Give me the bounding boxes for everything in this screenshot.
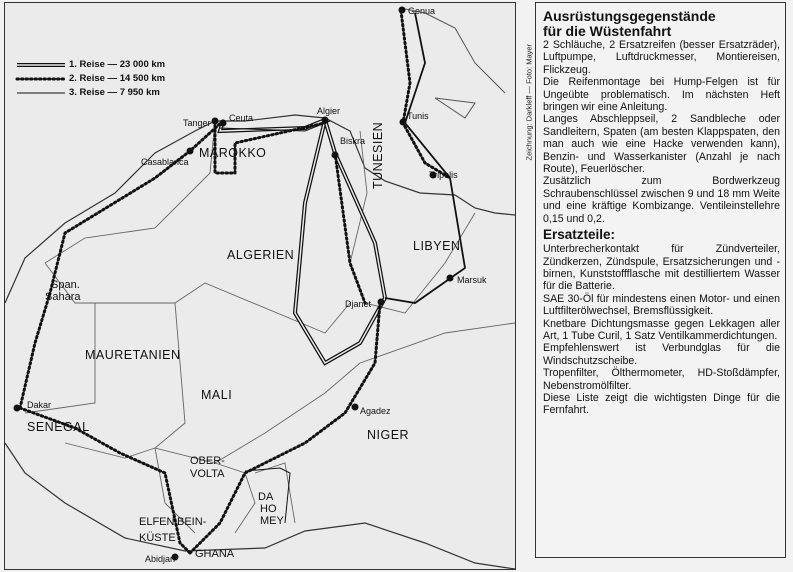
country-borders	[25, 121, 515, 533]
legend-route-2: 2. Reise — 14 500 km	[69, 73, 166, 84]
panel-paragraph: Langes Abschleppseil, 2 Sandbleche oder Sandleitern, Spaten (am besten Klappspaten, den man auch wie eine Hacke verwenden kann), Benzin- und Wasserkanister (Anzahl je nach Route), Feuerlöscher.	[543, 113, 780, 176]
equipment-panel	[535, 2, 786, 558]
panel-paragraph: Knetbare Dichtungsmasse gegen Lekkagen aller Art, 1 Tube Curil, 1 Satz Ventilkammerdichtungen.	[543, 317, 780, 342]
country-senegal: SENEGAL	[27, 420, 90, 434]
panel-paragraph: Diese Liste zeigt die wichtigsten Dinge für die Fernfahrt.	[543, 391, 780, 417]
credit-text: Zeichnung: Darkleff — Foto: Mayer	[524, 43, 534, 161]
country-elfenbein-3: KÜSTE	[139, 532, 176, 544]
country-tunesien: TUNESIEN	[371, 121, 385, 189]
legend-route-1: 1. Reise — 23 000 km	[69, 59, 166, 70]
panel-paragraph: SAE 30-Öl für mindestens einen Motor- und einen Luftfilterölwechsel, Bremsflüssigkeit.	[543, 292, 780, 318]
coastline	[5, 115, 515, 303]
country-elfenbein-2: BEIN-	[177, 516, 207, 528]
country-elfenbein-1: ELFEN	[139, 516, 175, 528]
country-niger: NIGER	[367, 428, 410, 442]
city-biskra: Biskra	[340, 136, 366, 146]
panel-paragraph: Tropenfilter, Ölthermometer, HD-Stoßdämpfer, Nebenstromölfilter.	[543, 367, 780, 392]
country-obervolta-2: VOLTA	[190, 468, 225, 480]
city-djanet: Djanet	[345, 299, 372, 309]
route-map	[4, 2, 516, 570]
city-casablanca: Casablanca	[141, 157, 189, 167]
city-abidjan: Abidjan	[145, 554, 176, 564]
city-tunis: Tunis	[407, 111, 429, 121]
country-dahomey-1: DA	[258, 491, 274, 503]
city-genua: Genua	[408, 6, 436, 16]
country-algerien: ALGERIEN	[227, 248, 295, 262]
country-mauretanien: MAURETANIEN	[85, 348, 181, 362]
panel-paragraph: Die Reifenmontage bei Hump-Felgen ist für Ungeübte problematisch. Im nächsten Heft bringen wir eine Anleitung.	[543, 76, 780, 114]
city-dakar: Dakar	[27, 400, 52, 410]
country-obervolta-1: OBER-	[190, 455, 225, 467]
sicily	[435, 98, 475, 118]
legend-lines	[17, 65, 65, 93]
city-tripolis: Tripolis	[429, 170, 458, 180]
country-marokko: MAROKKO	[199, 146, 267, 160]
city-tanger: Tanger	[183, 118, 211, 128]
image-credit	[519, 4, 533, 164]
route-3	[220, 121, 330, 523]
country-dahomey-2: HO	[260, 503, 277, 515]
panel-title-1: Ausrüstungsgegenstände	[543, 8, 716, 24]
panel-title-2: für die Wüstenfahrt	[543, 23, 672, 39]
panel-paragraph: Zusätzlich zum Bordwerkzeug Schraubenschlüssel zwischen 9 und 18 mm Weite und eine kräftige Kombizange. Ventileinstellehre 0,15 und 0,2.	[543, 175, 780, 225]
country-dahomey-3: MEY	[260, 515, 284, 527]
city-algier: Algier	[317, 106, 341, 116]
city-ceuta: Ceuta	[229, 113, 254, 123]
panel-subtitle: Ersatzteile:	[543, 227, 616, 243]
city-marsuk: Marsuk	[457, 275, 487, 285]
city-agadez: Agadez	[360, 406, 391, 416]
country-mali: MALI	[201, 388, 233, 402]
legend-route-3: 3. Reise — 7 950 km	[69, 87, 160, 98]
country-span-sahara-1: Span.	[51, 279, 80, 291]
route-1	[220, 13, 465, 363]
country-libyen: LIBYEN	[413, 239, 461, 253]
country-ghana: GHANA	[195, 548, 235, 560]
panel-paragraph: Empfehlenswert ist Verbundglas für die Windschutzscheibe.	[543, 342, 780, 367]
panel-paragraph: Unterbrecherkontakt für Zündverteiler, Zündkerzen, Zündspule, Ersatzsicherungen und -birnen, Kunststoffflasche mit destilliertem Wasser für die Batterie.	[543, 243, 780, 293]
panel-paragraph: 2 Schläuche, 2 Ersatzreifen (besser Ersatzräder), Luftpumpe, Luftdruckmesser, Montiereisen, Flickzeug.	[543, 39, 780, 76]
country-span-sahara-2: Sahara	[45, 291, 81, 303]
